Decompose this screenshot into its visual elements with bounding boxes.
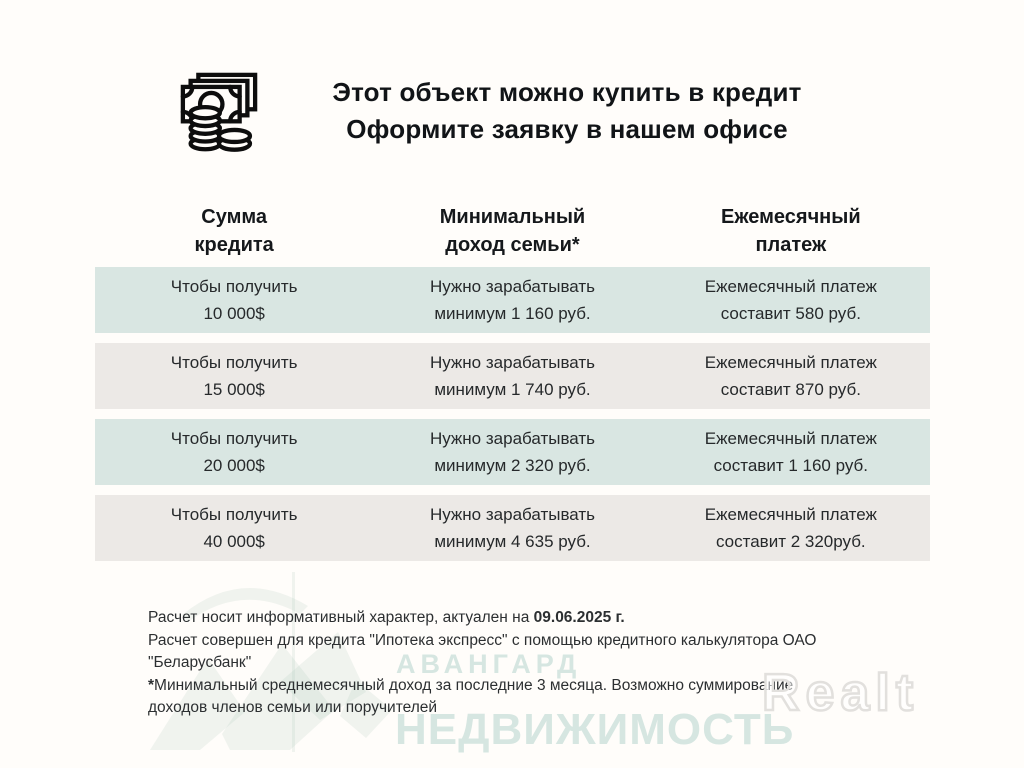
disclaimer-line-1: Расчет носит информативный характер, актуален на 09.06.2025 г. [148,609,625,626]
cell-credit-amount: Чтобы получить 20 000$ [170,429,298,475]
cell-monthly-payment: Ежемесячный платеж составит 2 320руб. [704,505,877,551]
disclaimer-line-3: "Беларусбанк" [148,654,252,672]
brand-watermark-nedvizhimost: НЕДВИЖИМОСТЬ [395,705,795,754]
credit-table [95,203,930,571]
page-title-line2: Оформите заявку в нашем офисе [346,114,788,144]
table-row [95,267,930,333]
realt-logo-watermark: Realt [762,664,920,722]
cell-monthly-payment: Ежемесячный платеж составит 580 руб. [704,277,877,323]
disclaimer-date: 09.06.2025 г. [533,609,625,626]
money-banknotes-coins-icon [176,68,262,154]
cell-min-income: Нужно зарабатывать минимум 1 160 руб. [429,277,596,323]
page-title-line1: Этот объект можно купить в кредит [332,77,802,107]
cell-credit-amount: Чтобы получить 40 000$ [170,505,298,551]
cell-min-income: Нужно зарабатывать минимум 2 320 руб. [429,429,596,475]
brand-watermark-avangard: АВАНГАРД [396,649,582,679]
disclaimer-line-2: Расчет совершен для кредита "Ипотека экспресс" с помощью кредитного калькулятора ОАО [148,631,817,649]
table-row [95,343,930,409]
column-header-credit-amount: Сумма кредита [194,206,274,256]
disclaimer-line-5: доходов членов семьи или поручителей [148,699,438,717]
disclaimer-line-4: *Минимальный среднемесячный доход за последние 3 месяца. Возможно суммирование [148,676,794,694]
cell-min-income: Нужно зарабатывать минимум 1 740 руб. [429,353,596,399]
cell-credit-amount: Чтобы получить 10 000$ [170,277,298,323]
table-row [95,495,930,561]
cell-monthly-payment: Ежемесячный платеж составит 870 руб. [704,353,877,399]
cell-credit-amount: Чтобы получить 15 000$ [170,353,298,399]
cell-monthly-payment: Ежемесячный платеж составит 1 160 руб. [704,429,877,475]
credit-table-header [95,203,930,259]
column-header-min-income: Минимальный доход семьи* [439,206,586,256]
page-title [272,74,862,148]
cell-min-income: Нужно зарабатывать минимум 4 635 руб. [429,505,596,551]
table-row [95,419,930,485]
column-header-monthly-payment: Ежемесячный платеж [721,206,861,256]
